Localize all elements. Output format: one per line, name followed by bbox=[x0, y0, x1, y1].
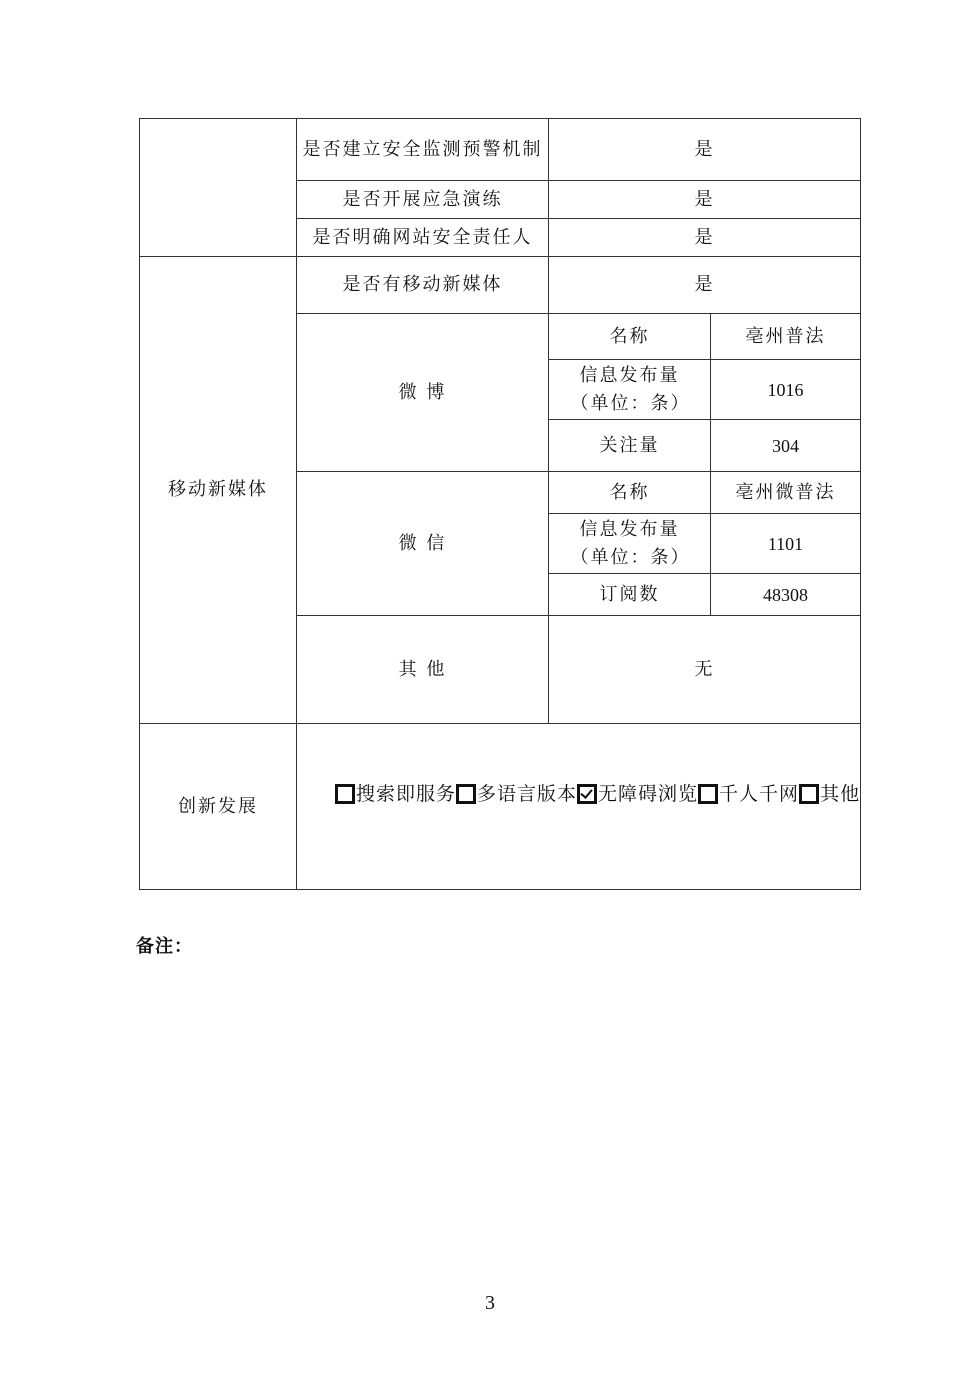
checkbox-icon[interactable] bbox=[335, 784, 355, 804]
innovation-options-cell bbox=[297, 724, 861, 890]
security-monitoring-value: 是 bbox=[549, 119, 861, 181]
report-table bbox=[139, 118, 861, 890]
option-personalized[interactable]: 千人千网 bbox=[698, 780, 799, 808]
wechat-label: 微 信 bbox=[297, 472, 549, 616]
mobile-section-label: 移动新媒体 bbox=[140, 257, 297, 724]
option-accessibility[interactable]: 无障碍浏览 bbox=[577, 780, 698, 808]
wechat-subscribers-value: 48308 bbox=[711, 574, 861, 616]
weibo-name-value: 亳州普法 bbox=[711, 314, 861, 360]
other-media-value: 无 bbox=[549, 616, 861, 724]
has-mobile-value: 是 bbox=[549, 257, 861, 314]
other-media-label: 其 他 bbox=[297, 616, 549, 724]
emergency-drill-value: 是 bbox=[549, 181, 861, 219]
checkbox-icon[interactable] bbox=[456, 784, 476, 804]
wechat-name-value: 亳州微普法 bbox=[711, 472, 861, 514]
security-owner-value: 是 bbox=[549, 219, 861, 257]
has-mobile-label: 是否有移动新媒体 bbox=[297, 257, 549, 314]
security-owner-label: 是否明确网站安全责任人 bbox=[297, 219, 549, 257]
weibo-posts-value: 1016 bbox=[711, 360, 861, 420]
weibo-followers-label: 关注量 bbox=[549, 420, 711, 472]
wechat-posts-label: 信息发布量（单位：条） bbox=[549, 514, 711, 574]
page-number: 3 bbox=[485, 1292, 495, 1314]
wechat-subscribers-label: 订阅数 bbox=[549, 574, 711, 616]
innovation-label: 创新发展 bbox=[140, 724, 297, 890]
wechat-name-label: 名称 bbox=[549, 472, 711, 514]
weibo-label: 微 博 bbox=[297, 314, 549, 472]
option-other[interactable]: 其他 bbox=[799, 780, 860, 808]
checkbox-icon[interactable] bbox=[799, 784, 819, 804]
security-section-cell bbox=[140, 119, 297, 257]
wechat-posts-value: 1101 bbox=[711, 514, 861, 574]
weibo-name-label: 名称 bbox=[549, 314, 711, 360]
security-monitoring-label: 是否建立安全监测预警机制 bbox=[297, 119, 549, 181]
innovation-options bbox=[335, 780, 860, 812]
emergency-drill-label: 是否开展应急演练 bbox=[297, 181, 549, 219]
checked-checkbox-icon[interactable] bbox=[577, 784, 597, 804]
checkbox-icon[interactable] bbox=[698, 784, 718, 804]
weibo-followers-value: 304 bbox=[711, 420, 861, 472]
option-multilingual[interactable]: 多语言版本 bbox=[456, 780, 577, 808]
weibo-posts-label: 信息发布量（单位：条） bbox=[549, 360, 711, 420]
option-search-as-service[interactable]: 搜索即服务 bbox=[335, 780, 456, 808]
remark-label: 备注： bbox=[136, 936, 193, 957]
